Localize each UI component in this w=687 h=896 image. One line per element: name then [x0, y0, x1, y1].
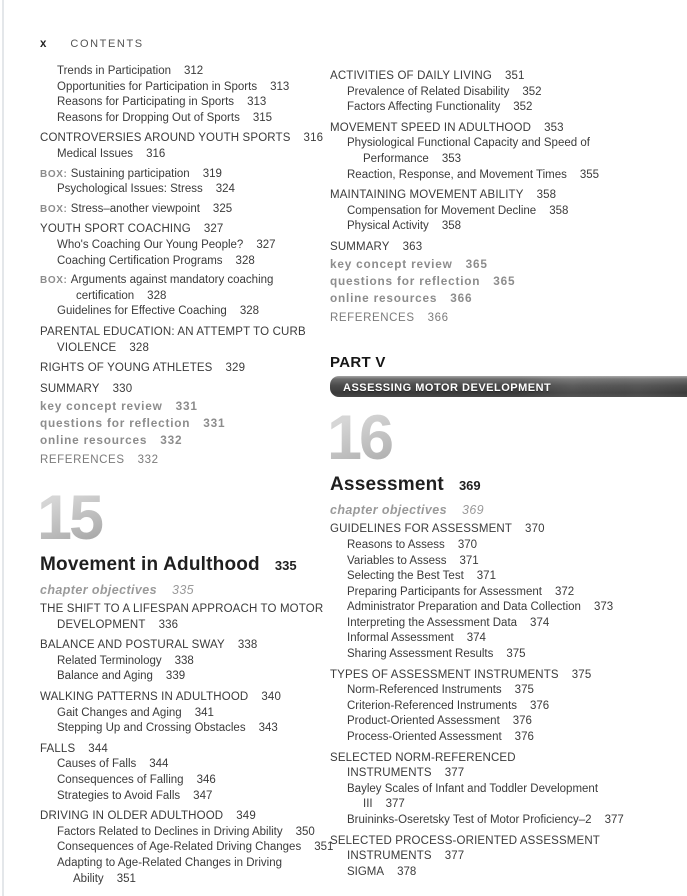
- entry-page-number: 328: [235, 254, 255, 267]
- entry-page-number: 372: [554, 585, 575, 598]
- toc-entry-h1: [40, 222, 330, 238]
- toc-entry-sub: [57, 182, 330, 198]
- entry-page-number: 376: [530, 699, 550, 712]
- entry-text: Product-Oriented Assessment: [347, 715, 500, 728]
- toc-entry-h1: [330, 121, 687, 137]
- entry-text: online resources: [330, 291, 438, 306]
- entry-text-continued: certification: [76, 289, 135, 302]
- entry-text: Consequences of Falling: [57, 774, 184, 786]
- entry-text: Reasons for Participating in Sports: [57, 96, 235, 109]
- entry-text: SELECTED PROCESS-ORIENTED ASSESSMENT: [330, 834, 600, 847]
- toc-entry-sub: [347, 714, 687, 730]
- toc-entry-h1: [40, 809, 330, 825]
- chapter-16-objectives: [330, 503, 687, 517]
- entry-text: Compensation for Movement Decline: [347, 204, 537, 217]
- entry-text: PARENTAL EDUCATION: AN ATTEMPT TO CURB: [40, 325, 306, 338]
- chapter-number-15: 15: [37, 492, 330, 545]
- folio-page-number: x: [40, 38, 47, 50]
- part-label: PART V: [330, 354, 386, 372]
- entry-page-number: 332: [137, 453, 159, 466]
- entry-page-number: 371: [459, 554, 479, 567]
- chapter-objectives-label: chapter objectives: [40, 583, 157, 598]
- entry-text: Arguments against mandatory coaching: [70, 274, 274, 287]
- entry-text: REFERENCES: [40, 453, 125, 466]
- entry-page-number: 353: [544, 121, 564, 134]
- entry-page-number: 340: [261, 691, 282, 704]
- entry-text: Physical Activity: [347, 220, 429, 233]
- entry-text: Psychological Issues: Stress: [57, 183, 203, 196]
- left-column: [37, 64, 334, 887]
- entry-text: Selecting the Best Test: [347, 570, 464, 583]
- entry-page-number: 330: [112, 382, 133, 395]
- running-head-title: CONTENTS: [70, 38, 144, 50]
- entry-page-number: 358: [549, 204, 569, 217]
- toc-entry-sub: [347, 219, 687, 235]
- chapter-16-entry-list: [330, 522, 687, 880]
- toc-entry-h1: [40, 131, 330, 147]
- entry-text-continued: INSTRUMENTS: [347, 850, 432, 863]
- chapter-15-title-page: 335: [274, 558, 297, 574]
- toc-entry-h1: [330, 751, 687, 782]
- chapter-objectives-label: chapter objectives: [330, 503, 447, 518]
- entry-text: SUMMARY: [40, 382, 100, 395]
- toc-entry-sub: [347, 136, 687, 167]
- entry-page-number: 374: [466, 632, 486, 645]
- entry-text: Bayley Scales of Infant and Toddler Development: [347, 782, 599, 795]
- entry-page-number: 370: [457, 538, 477, 551]
- toc-entry-sub: [57, 238, 330, 254]
- entry-page-number: 375: [514, 684, 534, 697]
- entry-text: THE SHIFT TO A LIFESPAN APPROACH TO MOTOR: [40, 603, 324, 616]
- toc-entry-special: [40, 399, 330, 415]
- toc-entry-refs: [330, 311, 687, 327]
- toc-entry-h1: [40, 602, 330, 633]
- entry-text: Causes of Falls: [57, 758, 137, 771]
- part-banner-title: ASSESSING MOTOR DEVELOPMENT: [343, 382, 552, 395]
- entry-page-number: 358: [441, 220, 461, 233]
- entry-page-number: 336: [158, 618, 179, 631]
- box-label: BOX:: [40, 203, 71, 215]
- entry-page-number: 353: [441, 152, 462, 165]
- toc-entry-special: [330, 257, 687, 273]
- entry-text: Reaction, Response, and Movement Times: [347, 168, 567, 181]
- entry-page-number: 347: [193, 789, 213, 802]
- entry-text: Guidelines for Effective Coaching: [57, 305, 227, 318]
- toc-entry-sub: [57, 840, 334, 856]
- toc-entry-sub: [347, 699, 687, 715]
- chapter-15-block: [37, 483, 334, 887]
- chapter-15-right-list: [330, 69, 687, 326]
- toc-entry-sub: [347, 865, 687, 881]
- toc-entry-sub: [347, 554, 687, 570]
- entry-text-continued: Ability: [73, 872, 104, 885]
- entry-page-number: 328: [129, 341, 149, 354]
- entry-text: Opportunities for Participation in Sports: [57, 80, 258, 93]
- toc-entry-refs: [40, 453, 330, 469]
- entry-page-number: 365: [493, 274, 516, 289]
- toc-entry-sub: [57, 654, 330, 670]
- running-head: [40, 38, 144, 50]
- entry-page-number: 350: [295, 825, 315, 838]
- toc-entry-sub: [347, 569, 687, 585]
- toc-entry-sub: [57, 825, 330, 841]
- entry-page-number: 365: [465, 257, 488, 272]
- entry-text: DRIVING IN OLDER ADULTHOOD: [40, 810, 224, 823]
- entry-page-number: 376: [512, 715, 532, 728]
- toc-entry-sub: [57, 304, 330, 320]
- toc-entry-h1: [40, 325, 330, 356]
- entry-page-number: 346: [196, 774, 216, 786]
- entry-text: Process-Oriented Assessment: [347, 731, 502, 744]
- entry-page-number: 375: [506, 648, 526, 661]
- entry-text: Factors Affecting Functionality: [347, 101, 501, 114]
- entry-text: Strategies to Avoid Falls: [57, 789, 181, 802]
- entry-text: Reasons to Assess: [347, 538, 445, 551]
- entry-page-number: 329: [225, 362, 246, 375]
- entry-page-number: 313: [270, 80, 290, 93]
- toc-entry-sub: [57, 95, 330, 111]
- box-label: BOX:: [40, 275, 71, 287]
- entry-text-continued: III: [363, 798, 373, 811]
- toc-entry-h1: [330, 240, 687, 256]
- entry-page-number: 327: [203, 223, 224, 236]
- toc-entry-sub: [57, 254, 330, 270]
- entry-text: Medical Issues: [57, 147, 134, 160]
- entry-text: Trends in Participation: [57, 65, 171, 77]
- toc-entry-sub: [347, 600, 687, 616]
- entry-page-number: 341: [194, 706, 214, 719]
- entry-text: GUIDELINES FOR ASSESSMENT: [330, 523, 513, 536]
- right-column: [327, 64, 687, 880]
- entry-page-number: 374: [530, 616, 550, 629]
- entry-page-number: 373: [593, 601, 614, 614]
- entry-text: Informal Assessment: [347, 632, 454, 645]
- entry-text: Prevalence of Related Disability: [347, 85, 510, 98]
- entry-page-number: 377: [604, 814, 624, 826]
- entry-text: online resources: [40, 432, 148, 447]
- entry-page-number: 351: [504, 70, 525, 82]
- entry-text: Gait Changes and Aging: [57, 706, 182, 719]
- toc-entry-h1: [40, 638, 330, 654]
- toc-entry-sub: [57, 789, 330, 805]
- chapter-objectives-page: 335: [171, 583, 195, 598]
- entry-page-number: 316: [303, 132, 324, 145]
- entry-page-number: 363: [402, 240, 423, 253]
- toc-entry-sub: [57, 64, 330, 80]
- entry-page-number: 324: [215, 183, 235, 196]
- toc-entry-sub: [347, 204, 687, 220]
- chapter-16-title-page: 369: [458, 478, 481, 494]
- entry-page-number: 344: [88, 742, 108, 755]
- entry-text: Criterion-Referenced Instruments: [347, 699, 518, 712]
- entry-page-number: 351: [314, 841, 334, 854]
- entry-text: Sustaining participation: [70, 167, 190, 180]
- toc-entry-sub: [347, 782, 687, 813]
- toc-entry-h1: [330, 668, 687, 684]
- entry-text: Norm-Referenced Instruments: [347, 684, 502, 697]
- toc-entry-sub: [57, 147, 330, 163]
- entry-text-continued: DEVELOPMENT: [57, 618, 146, 631]
- entry-text: Sharing Assessment Results: [347, 648, 494, 661]
- entry-page-number: 338: [237, 639, 258, 652]
- entry-text: FALLS: [40, 742, 76, 755]
- entry-text: MAINTAINING MOVEMENT ABILITY: [330, 189, 524, 202]
- chapter-15-title: Movement in Adulthood: [40, 554, 260, 576]
- entry-text: Balance and Aging: [57, 670, 153, 683]
- entry-text: key concept review: [330, 257, 453, 272]
- chapter-14-remainder-list: [40, 64, 330, 468]
- entry-page-number: 377: [385, 798, 405, 811]
- entry-text: Interpreting the Assessment Data: [347, 616, 518, 629]
- entry-page-number: 358: [536, 189, 557, 202]
- toc-entry-special: [40, 416, 330, 432]
- toc-entry-special: [330, 274, 687, 290]
- entry-text: Physiological Functional Capacity and Speed of: [347, 137, 590, 150]
- entry-text: CONTROVERSIES AROUND YOUTH SPORTS: [40, 132, 291, 145]
- toc-entry-sub: [347, 647, 687, 663]
- box-label: BOX:: [40, 168, 71, 180]
- chapter-16-block: [327, 403, 687, 880]
- entry-text: key concept review: [40, 398, 163, 413]
- toc-entry-sub: [57, 721, 330, 737]
- entry-text: Adapting to Age-Related Changes in Driving: [57, 856, 283, 869]
- entry-text: MOVEMENT SPEED IN ADULTHOOD: [330, 121, 532, 134]
- chapter-objectives-page: 369: [461, 503, 485, 518]
- entry-page-number: 377: [444, 850, 465, 863]
- entry-text: Reasons for Dropping Out of Sports: [57, 111, 240, 124]
- toc-entry-box: [40, 273, 330, 304]
- entry-page-number: 370: [525, 523, 545, 536]
- entry-page-number: 331: [175, 398, 198, 413]
- toc-entry-sub: [347, 813, 687, 829]
- entry-text: YOUTH SPORT COACHING: [40, 223, 191, 236]
- toc-entry-sub: [57, 706, 330, 722]
- entry-text: questions for reflection: [330, 274, 481, 289]
- chapter-15-objectives: [40, 583, 330, 597]
- entry-text-continued: VIOLENCE: [57, 341, 117, 354]
- entry-page-number: 315: [252, 111, 273, 124]
- entry-text: Stress–another viewpoint: [70, 202, 200, 215]
- entry-page-number: 378: [397, 865, 417, 878]
- toc-entry-h1: [330, 834, 687, 865]
- entry-text: Preparing Participants for Assessment: [347, 585, 542, 598]
- toc-entry-box: [40, 202, 330, 218]
- entry-text: Who's Coaching Our Young People?: [57, 238, 244, 251]
- entry-text: Factors Related to Declines in Driving Ability: [57, 825, 283, 838]
- toc-entry-box: [40, 167, 330, 183]
- entry-text: BALANCE AND POSTURAL SWAY: [40, 639, 225, 652]
- entry-text: Coaching Certification Programs: [57, 254, 223, 267]
- entry-text: Stepping Up and Crossing Obstacles: [57, 722, 246, 735]
- toc-entry-h1: [40, 382, 330, 398]
- toc-entry-sub: [347, 168, 687, 184]
- entry-text: Variables to Assess: [347, 554, 447, 567]
- chapter-15-entry-list: [40, 602, 334, 887]
- entry-text: TYPES OF ASSESSMENT INSTRUMENTS: [330, 668, 559, 681]
- entry-text: Consequences of Age-Related Driving Changes: [57, 841, 302, 854]
- entry-page-number: 371: [476, 570, 496, 583]
- toc-entry-h1: [40, 742, 330, 758]
- entry-page-number: 327: [256, 238, 276, 251]
- entry-page-number: 355: [579, 168, 600, 181]
- entry-text: SUMMARY: [330, 240, 390, 253]
- entry-page-number: 319: [202, 167, 222, 180]
- toc-entry-sub: [347, 585, 687, 601]
- toc-entry-sub: [347, 85, 687, 101]
- toc-entry-h1: [330, 522, 687, 538]
- entry-page-number: 343: [258, 722, 278, 735]
- toc-entry-sub: [57, 757, 330, 773]
- toc-entry-h1: [40, 690, 330, 706]
- chapter-number-16: 16: [327, 412, 687, 465]
- entry-page-number: 332: [160, 432, 183, 447]
- toc-entry-sub: [57, 80, 330, 96]
- entry-text: WALKING PATTERNS IN ADULTHOOD: [40, 691, 249, 704]
- part-v-block: [330, 354, 687, 397]
- entry-text-continued: INSTRUMENTS: [347, 767, 432, 780]
- toc-entry-sub: [57, 773, 330, 789]
- entry-page-number: 338: [174, 654, 194, 667]
- entry-text: SELECTED NORM-REFERENCED: [330, 751, 516, 764]
- part-banner: [330, 376, 687, 397]
- toc-entry-h1: [330, 69, 687, 85]
- entry-page-number: 328: [239, 305, 260, 318]
- entry-text: ACTIVITIES OF DAILY LIVING: [330, 70, 492, 82]
- entry-page-number: 375: [571, 668, 592, 681]
- entry-text: Related Terminology: [57, 654, 162, 667]
- entry-page-number: 377: [444, 767, 465, 780]
- entry-page-number: 339: [165, 670, 186, 683]
- entry-page-number: 325: [212, 202, 233, 215]
- entry-text: questions for reflection: [40, 415, 191, 430]
- entry-text: RIGHTS OF YOUNG ATHLETES: [40, 362, 213, 375]
- toc-entry-sub: [57, 111, 330, 127]
- toc-entry-h1: [40, 361, 330, 377]
- entry-text: Bruininks-Oseretsky Test of Motor Proficiency–2: [347, 814, 592, 826]
- entry-page-number: 352: [513, 101, 533, 114]
- entry-page-number: 331: [203, 415, 226, 430]
- entry-page-number: 352: [522, 85, 542, 98]
- toc-entry-sub: [57, 669, 330, 685]
- toc-entry-sub: [57, 856, 330, 887]
- toc-entry-sub: [347, 100, 687, 116]
- toc-entry-sub: [347, 616, 687, 632]
- chapter-15-title-row: [40, 554, 330, 576]
- entry-page-number: 351: [116, 872, 136, 885]
- entry-text: SIGMA: [347, 865, 385, 878]
- entry-page-number: 366: [450, 291, 473, 306]
- toc-entry-sub: [347, 538, 687, 554]
- entry-page-number: 344: [149, 758, 169, 771]
- toc-entry-special: [40, 433, 330, 449]
- entry-page-number: 312: [184, 65, 204, 77]
- entry-text: Administrator Preparation and Data Collection: [347, 601, 581, 614]
- toc-entry-sub: [347, 631, 687, 647]
- entry-page-number: 316: [146, 147, 166, 160]
- entry-text: REFERENCES: [330, 311, 415, 324]
- toc-entry-h1: [330, 188, 687, 204]
- toc-entry-sub: [347, 683, 687, 699]
- entry-text-continued: Performance: [363, 152, 429, 165]
- chapter-16-title: Assessment: [330, 474, 444, 496]
- toc-entry-sub: [347, 730, 687, 746]
- entry-page-number: 313: [247, 96, 267, 109]
- entry-page-number: 349: [236, 810, 256, 823]
- entry-page-number: 366: [427, 311, 449, 324]
- toc-entry-special: [330, 291, 687, 307]
- chapter-16-title-row: [330, 474, 687, 496]
- entry-page-number: 328: [147, 289, 167, 302]
- entry-page-number: 376: [514, 731, 534, 744]
